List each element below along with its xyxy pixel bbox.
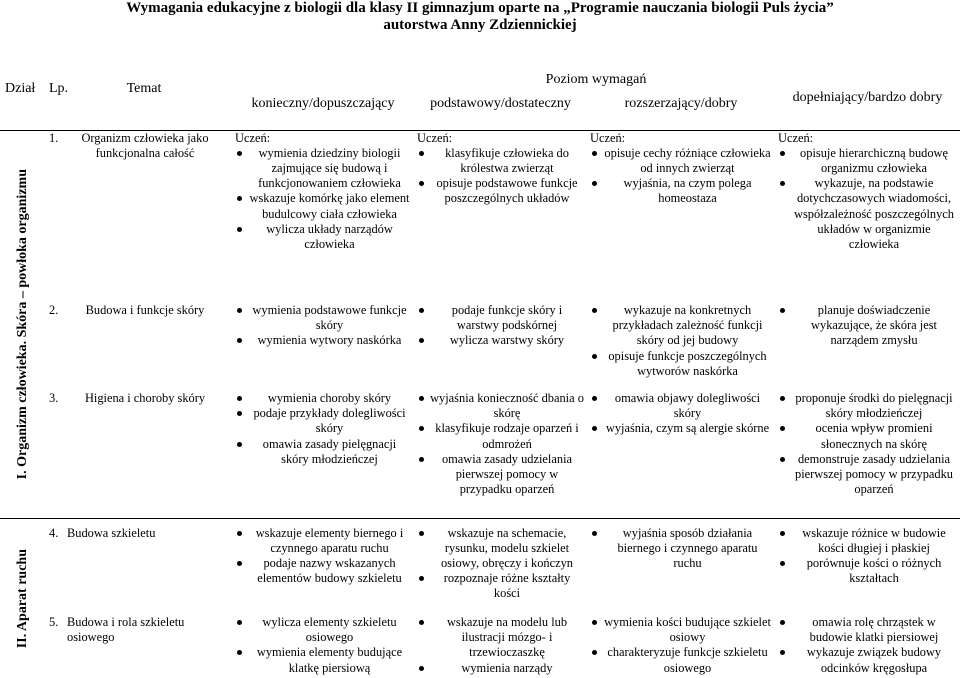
header-level-dopelniajacy: dopełniający/bardzo dobry [792, 90, 943, 105]
requirement-list [417, 526, 584, 602]
section-title: I. Organizm człowieka. Skóra – powłoka organizmu [15, 168, 31, 480]
section-title: II. Aparat ruchu [15, 548, 31, 648]
requirement-item: omawia zasady udzielania pierwszej pomocy w przypadku oparzeń [417, 452, 584, 498]
requirement-item: opisuje podstawowe funkcje poszczególnych układów [417, 176, 584, 206]
requirement-cell [414, 296, 587, 384]
table-row [0, 384, 960, 518]
topic-number: 1. [49, 130, 59, 145]
requirement-item: wymienia kości budujące szkielet osiowy [590, 615, 772, 645]
requirement-cell [587, 296, 775, 384]
requirement-item: opisuje cechy różniące człowieka od innych zwierząt [590, 146, 772, 176]
requirement-item: wymienia dziedziny biologii zajmujące się budową i funkcjonowaniem człowieka [235, 146, 411, 192]
title-line-2: autorstwa Anny Zdziennickiej [383, 17, 577, 33]
header-level-konieczny: konieczny/dopuszczający [251, 96, 395, 111]
requirement-item: demonstruje zasady udzielania pierwszej pomocy w przypadku oparzeń [778, 452, 957, 498]
uczen-label: Uczeń: [590, 130, 626, 145]
requirement-list [417, 146, 584, 207]
requirement-item: omawia rolę chrząstek w budowie klatki piersiowej [778, 615, 957, 645]
topic-number: 3. [49, 391, 59, 405]
requirement-list [235, 146, 411, 252]
topic-number: 2. [49, 303, 59, 317]
requirement-item: wskazuje elementy biernego i czynnego aparatu ruchu [235, 526, 411, 556]
requirement-item: wskazuje na modelu lub ilustracji mózgo- i trzewioczaszkę [417, 615, 584, 661]
requirement-cell [414, 518, 587, 608]
requirement-list [590, 146, 772, 207]
section-cell [0, 130, 46, 518]
uczen-label: Uczeń: [778, 130, 814, 145]
requirement-cell [232, 130, 414, 296]
requirement-item: charakteryzuje funkcje szkieletu osiowego [590, 645, 772, 675]
table-row [0, 130, 960, 296]
requirement-item: wymienia narządy [417, 661, 584, 676]
requirement-list [235, 391, 411, 467]
requirement-cell [775, 608, 960, 678]
topic-cell [46, 384, 232, 518]
topic-number: 5. [49, 615, 59, 629]
requirement-item: podaje nazwy wskazanych elementów budowy szkieletu [235, 556, 411, 586]
header-level-rozszerzajacy: rozszerzający/dobry [624, 96, 738, 111]
requirement-item: klasyfikuje człowieka do królestwa zwierząt [417, 146, 584, 176]
topic-cell [46, 608, 232, 678]
requirement-list [778, 391, 957, 497]
topic-title: Budowa i funkcje skóry [85, 303, 205, 317]
requirement-list [590, 391, 772, 437]
requirement-list [590, 526, 772, 572]
table-row [0, 518, 960, 608]
requirement-list [778, 303, 957, 349]
topic-cell [46, 296, 232, 384]
requirement-list [590, 615, 772, 676]
uczen-label: Uczeń: [417, 130, 453, 145]
requirement-list [417, 303, 584, 349]
requirement-item: proponuje środki do pielęgnacji skóry młodzieńczej [778, 391, 957, 421]
requirement-item: wylicza układy narządów człowieka [235, 222, 411, 252]
requirement-item: wymienia choroby skóry [235, 391, 411, 406]
requirement-list [417, 615, 584, 676]
requirement-cell [775, 518, 960, 608]
header-lp-label: Lp. [49, 81, 69, 96]
header-dzial [0, 66, 232, 130]
requirement-item: wymienia podstawowe funkcje skóry [235, 303, 411, 333]
table-row [0, 608, 960, 678]
header-poziom: Poziom wymagań [545, 72, 647, 87]
requirement-cell [232, 608, 414, 678]
requirement-item: wyjaśnia, czym są alergie skórne [590, 421, 772, 436]
topic-title: Organizm człowieka jako funkcjonalna całość [81, 130, 209, 160]
topic-number: 4. [49, 525, 59, 540]
requirement-cell [414, 130, 587, 296]
requirement-cell [414, 384, 587, 518]
uczen-label: Uczeń: [235, 130, 271, 145]
requirement-item: klasyfikuje rodzaje oparzeń i odmrożeń [417, 421, 584, 451]
requirement-item: wylicza warstwy skóry [417, 333, 584, 348]
requirement-item: wykazuje na konkretnych przykładach zależność funkcji skóry od jej budowy [590, 303, 772, 349]
requirement-item: wykazuje, na podstawie dotychczasowych wiadomości, współzależność poszczególnych układów w organizmie człowieka [778, 176, 957, 252]
section-cell [0, 518, 46, 678]
requirement-item: rozpoznaje różne kształty kości [417, 571, 584, 601]
requirement-item: wskazuje komórkę jako element budulcowy ciała człowieka [235, 191, 411, 221]
requirement-list [778, 146, 957, 252]
header-temat-label: Temat [126, 81, 162, 96]
header-dzial-label: Dział [5, 81, 36, 96]
requirement-cell [232, 384, 414, 518]
requirement-item: wskazuje różnice w budowie kości długiej i płaskiej [778, 526, 957, 556]
requirement-cell [587, 130, 775, 296]
title-line-1: Wymagania edukacyjne z biologii dla klasy II gimnazjum oparte na „Programie nauczania biologii Puls życia” [126, 0, 834, 16]
requirement-item: wykazuje związek budowy odcinków kręgosłupa [778, 645, 957, 675]
header-level-podstawowy: podstawowy/dostateczny [430, 96, 571, 111]
requirement-item: podaje funkcje skóry i warstwy podskórnej [417, 303, 584, 333]
requirement-list [778, 526, 957, 587]
requirement-cell [232, 296, 414, 384]
topic-title: Budowa i rola szkieletu osiowego [67, 615, 185, 645]
topic-title: Budowa szkieletu [67, 525, 156, 540]
requirement-item: wymienia wytwory naskórka [235, 333, 411, 348]
requirement-cell [775, 384, 960, 518]
requirement-cell [775, 130, 960, 296]
requirement-list [235, 303, 411, 349]
requirement-list [417, 391, 584, 497]
requirement-item: wyjaśnia konieczność dbania o skórę [417, 391, 584, 421]
requirement-item: porównuje kości o różnych kształtach [778, 556, 957, 586]
requirement-item: wyjaśnia, na czym polega homeostaza [590, 176, 772, 206]
requirement-item: wylicza elementy szkieletu osiowego [235, 615, 411, 645]
requirement-cell [587, 384, 775, 518]
requirement-cell [587, 608, 775, 678]
requirement-cell [232, 518, 414, 608]
requirement-cell [414, 608, 587, 678]
requirement-list [778, 615, 957, 676]
requirement-list [235, 615, 411, 676]
topic-cell [46, 130, 232, 296]
document-title [0, 0, 960, 34]
requirement-item: podaje przykłady dolegliwości skóry [235, 406, 411, 436]
requirement-item: omawia objawy dolegliwości skóry [590, 391, 772, 421]
requirement-list [590, 303, 772, 379]
requirement-item: opisuje funkcje poszczególnych wytworów naskórka [590, 349, 772, 379]
requirement-item: ocenia wpływ promieni słonecznych na skórę [778, 421, 957, 451]
table-row [0, 296, 960, 384]
requirement-item: wyjaśnia sposób działania biernego i czynnego aparatu ruchu [590, 526, 772, 572]
requirements-table [0, 66, 960, 678]
requirement-item: planuje doświadczenie wykazujące, że skóra jest narządem zmysłu [778, 303, 957, 349]
requirement-item: wskazuje na schemacie, rysunku, modelu szkielet osiowy, obręczy i kończyn [417, 526, 584, 572]
requirement-item: opisuje hierarchiczną budowę organizmu człowieka [778, 146, 957, 176]
requirement-cell [775, 296, 960, 384]
topic-cell [46, 518, 232, 608]
topic-title: Higiena i choroby skóry [84, 391, 206, 405]
requirement-list [235, 526, 411, 587]
requirement-item: omawia zasady pielęgnacji skóry młodzieńczej [235, 437, 411, 467]
requirement-cell [587, 518, 775, 608]
requirement-item: wymienia elementy budujące klatkę piersiową [235, 645, 411, 675]
